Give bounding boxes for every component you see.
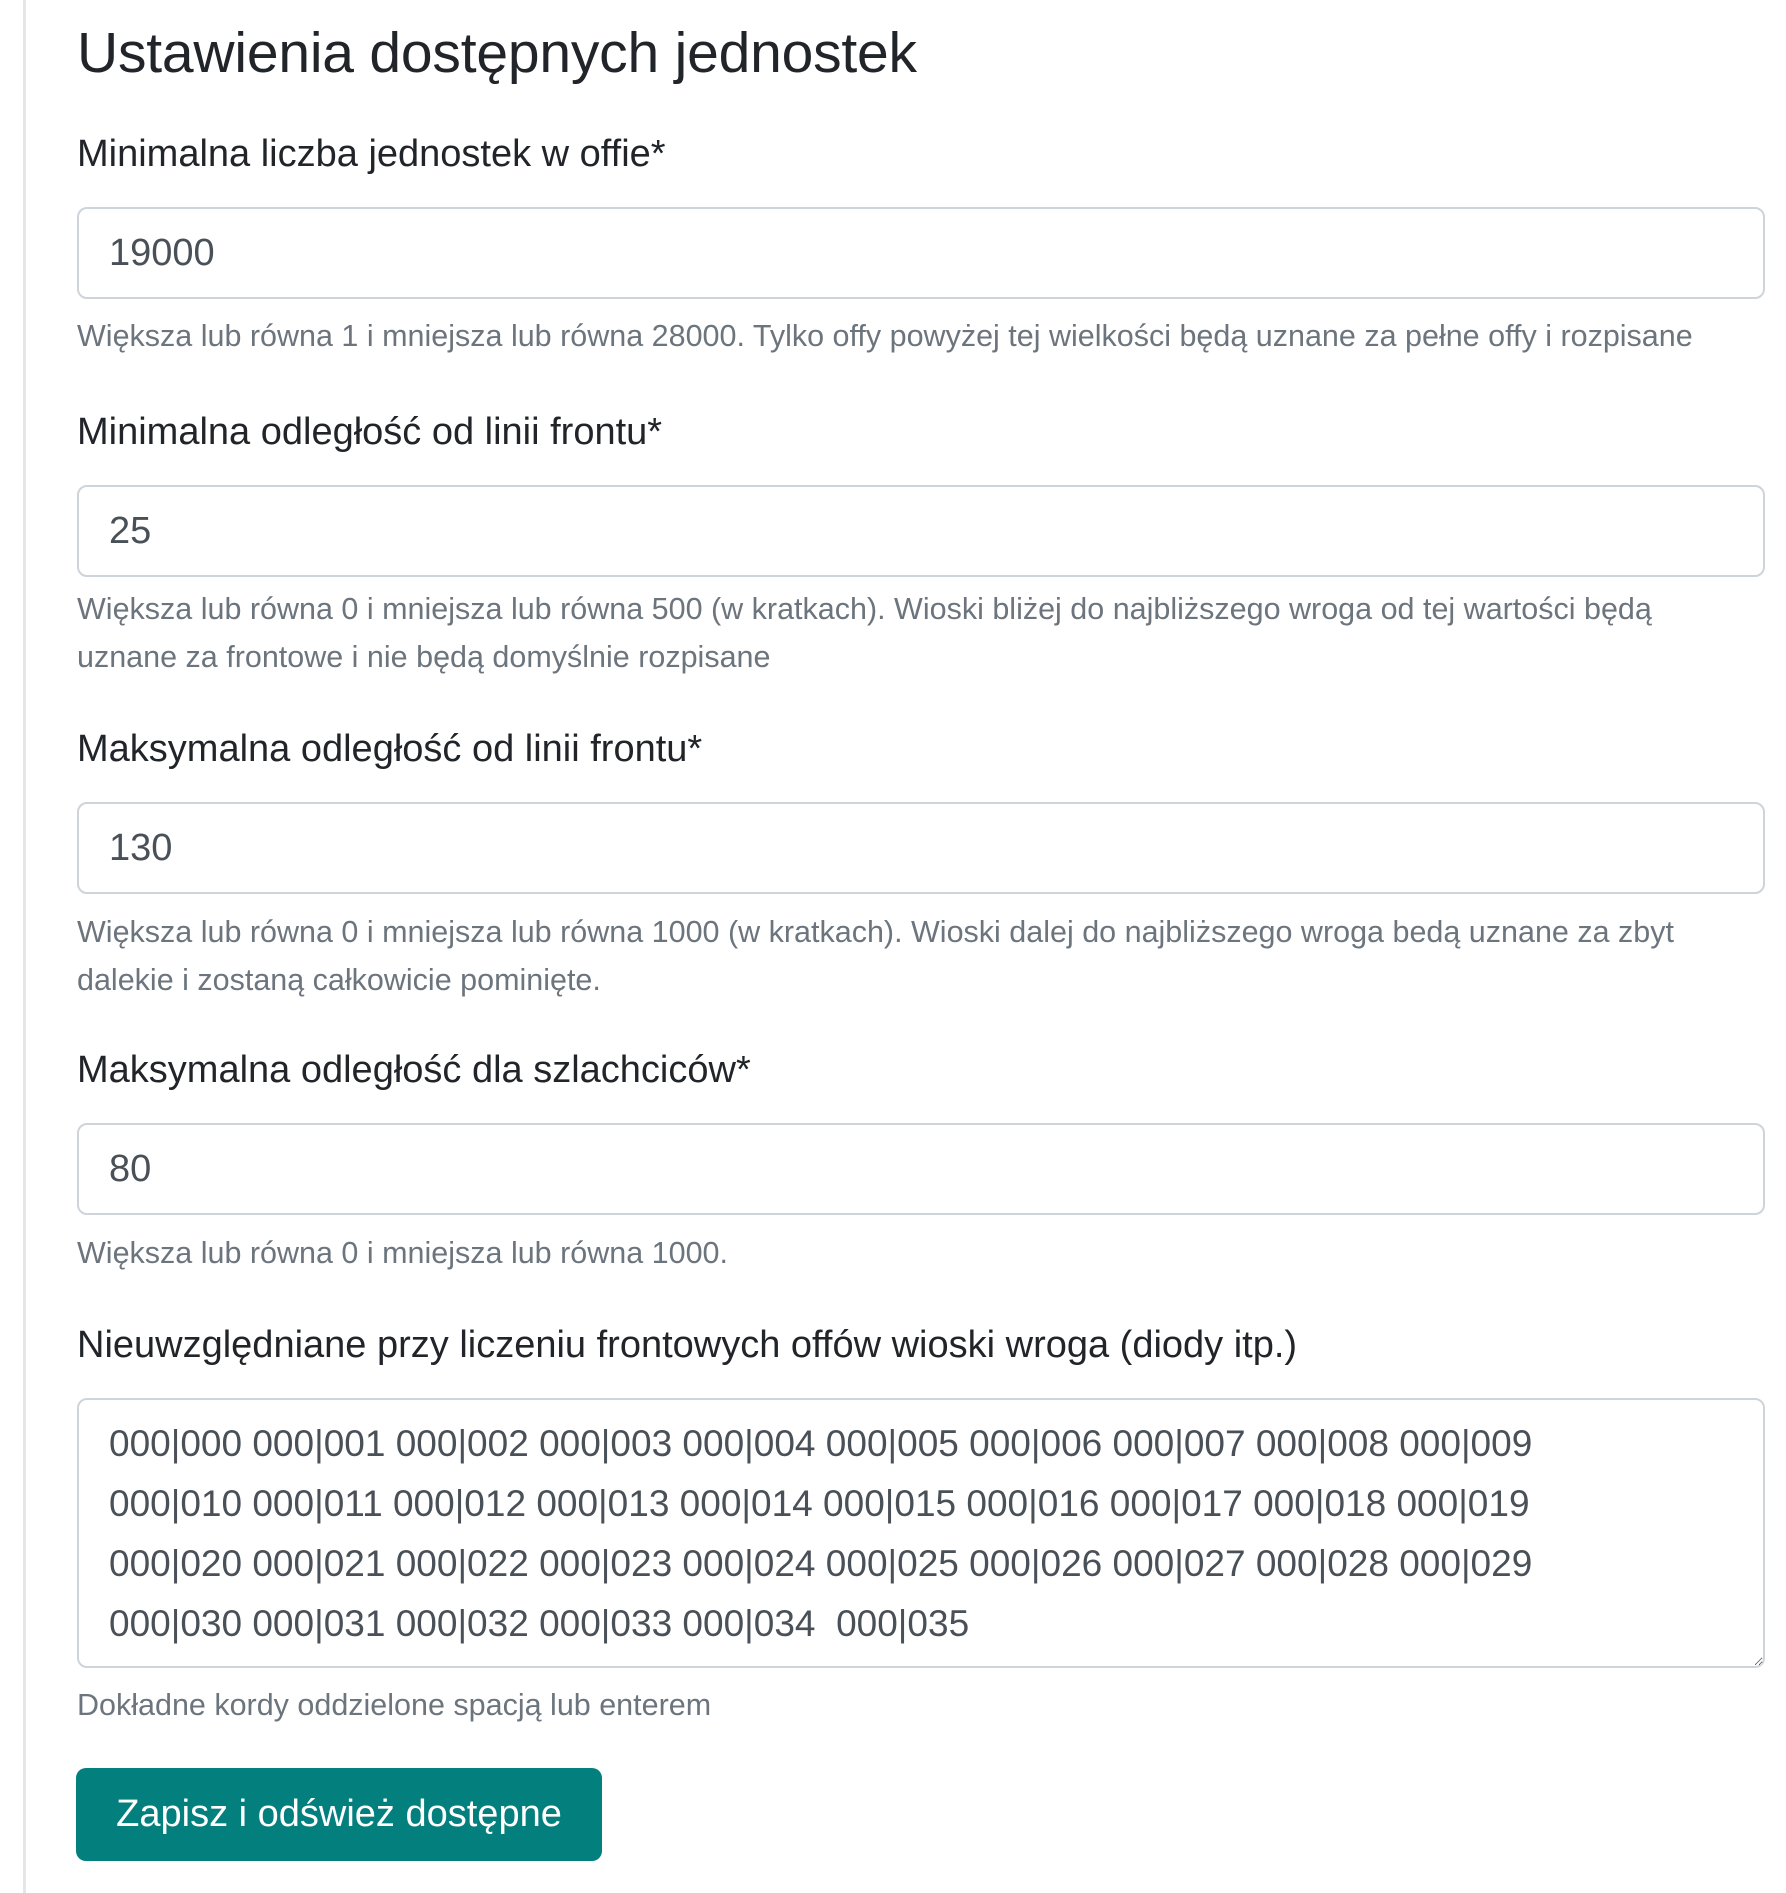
max-noble-distance-label: Maksymalna odległość dla szlachciców*: [77, 1049, 751, 1091]
excluded-villages-label: Nieuwzględniane przy liczeniu frontowych offów wioski wroga (diody itp.): [77, 1324, 1298, 1366]
max-front-distance-label: Maksymalna odległość od linii frontu*: [77, 728, 703, 770]
excluded-villages-textarea[interactable]: [77, 1398, 1765, 1668]
min-units-label: Minimalna liczba jednostek w offie*: [77, 133, 666, 175]
save-and-refresh-button[interactable]: Zapisz i odśwież dostępne: [76, 1768, 602, 1861]
max-noble-distance-input[interactable]: [77, 1123, 1765, 1215]
min-front-distance-input[interactable]: [77, 485, 1765, 577]
max-front-distance-help: Większa lub równa 0 i mniejsza lub równa 1000 (w kratkach). Wioski dalej do najbliższego wroga bedą uznane za zbyt dalekie i zostaną całkowicie pominięte.: [77, 915, 1674, 997]
max-noble-distance-help: Większa lub równa 0 i mniejsza lub równa 1000.: [77, 1236, 728, 1270]
max-front-distance-input[interactable]: [77, 802, 1765, 894]
min-front-distance-help: Większa lub równa 0 i mniejsza lub równa 500 (w kratkach). Wioski bliżej do najbliższego wroga od tej wartości będą uznane za frontowe i nie będą domyślnie rozpisane: [77, 592, 1652, 674]
excluded-villages-help: Dokładne kordy oddzielone spacją lub enterem: [77, 1688, 712, 1722]
content-left-border: [23, 0, 26, 1893]
page-title: Ustawienia dostępnych jednostek: [77, 21, 917, 85]
min-units-input[interactable]: [77, 207, 1765, 299]
min-units-help: Większa lub równa 1 i mniejsza lub równa 28000. Tylko offy powyżej tej wielkości będą uznane za pełne offy i rozpisane: [77, 319, 1693, 353]
min-front-distance-label: Minimalna odległość od linii frontu*: [77, 411, 663, 453]
